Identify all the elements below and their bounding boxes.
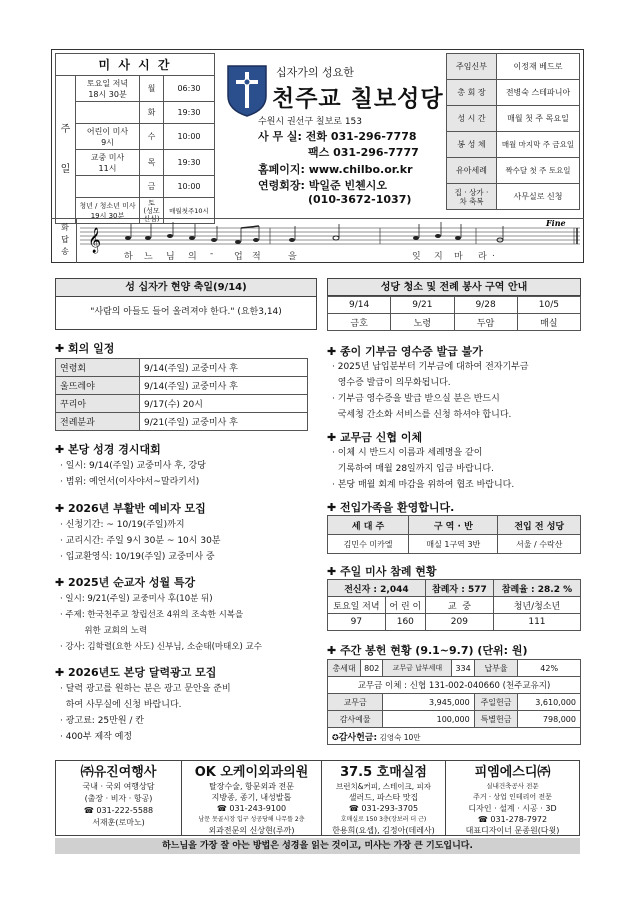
church-fax: 팩스 031-296-7777: [308, 146, 419, 159]
finance-cell: 교무금: [328, 694, 383, 711]
meeting-name: 꾸리아: [56, 395, 140, 413]
attendance-table: [327, 579, 581, 631]
text-line: · 400부 제작 예정: [60, 732, 133, 742]
ad-line: 국내 · 국외 여행상담: [82, 782, 155, 791]
mass-time: 매월첫주10시: [164, 198, 215, 224]
church-office: 사 무 실: 전화 031-296-7778: [258, 130, 417, 143]
lyric-syllable: 업: [234, 252, 243, 262]
meeting-time: 9/17(수) 20시: [140, 395, 308, 413]
ad-line: (출장 · 비자 · 항공): [84, 794, 153, 803]
ad-line: 대표디자이너 문종원(다윗): [465, 826, 560, 835]
footer-banner: 하느님을 가장 잘 아는 방법은 성경을 읽는 것이고, 미사는 가장 큰 기도입니다.: [55, 838, 580, 854]
ad-line: 남문 못골시장 입구 성공당해 나무뜰 2층: [198, 816, 305, 823]
transfer-body: [332, 445, 514, 493]
attendance-total: 전신자 : 2,044: [328, 580, 426, 597]
thanks-icon: ✪: [332, 732, 339, 742]
cleaning-date: 9/21: [391, 297, 454, 314]
church-chair-phone: (010-3672-1037): [308, 193, 412, 206]
cleaning-date: 9/14: [328, 297, 391, 314]
church-emblem-icon: [226, 62, 268, 118]
ad-travel: [56, 761, 182, 835]
pilgrimage-title: ✚ 2025년 순교자 성월 특강: [55, 576, 196, 589]
lyric-syllable: -: [210, 249, 214, 259]
ad-line: 서재훈(로마노): [92, 818, 145, 827]
church-chair: 연령회장: 박일준 빈첸시오: [258, 179, 387, 192]
cleaning-date: 10/5: [517, 297, 580, 314]
lyric-syllable: 의: [188, 252, 197, 262]
text-line: · 주제: 한국천주교 창립선조 4위의 조속한 시복을: [60, 610, 244, 620]
text-line: · 광고료: 25만원 / 칸: [60, 716, 144, 726]
text-line: · 신청기간: ~ 10/19(주일)까지: [60, 520, 185, 530]
welcome-title: ✚ 전입가족을 환영합니다.: [327, 501, 455, 514]
receipt-title: ✚ 종이 기부금 영수증 발급 불가: [327, 345, 483, 358]
mass-label: [76, 176, 140, 198]
ad-line: 주거 · 상업 인테리어 전문: [473, 793, 552, 801]
mass-time: 19:30: [164, 150, 215, 176]
receipt-body: [332, 359, 529, 423]
pilgrimage-body: [60, 591, 262, 655]
info-key: 유아세례: [447, 158, 497, 184]
lyric-syllable: 님: [166, 252, 175, 262]
ad-cafe: [322, 761, 446, 835]
ad-name: 37.5 호매실점: [340, 765, 427, 780]
attendance-header: 토요일 저녁: [328, 597, 386, 614]
meetings-title: ✚ 회의 일정: [55, 342, 115, 355]
feast-title: 성 십자가 현양 축일(9/14): [56, 279, 316, 297]
text-line: · 기부금 영수증을 발급 받으실 분은 반드시: [332, 394, 500, 404]
text-line: 영수증 발급이 의무화됩니다.: [332, 378, 451, 388]
baptism-title: ✚ 2026년 부활반 예비자 모집: [55, 502, 206, 515]
info-value: 짝수달 첫 주 토요일: [497, 158, 580, 184]
baptism-body: [60, 517, 220, 565]
lyric-syllable: 적: [252, 252, 261, 262]
ad-interior: [446, 761, 579, 835]
calendar-title: ✚ 2026년도 본당 달력광고 모집: [55, 666, 217, 679]
mass-label: 청년 / 청소년 미사 19시 30분: [76, 198, 140, 224]
ad-line: 디자인 · 설계 · 시공 · 3D: [468, 804, 557, 813]
thanks-label: 감사헌금:: [338, 732, 378, 743]
info-value: 사무실로 신청: [497, 184, 580, 210]
info-key: 주임신부: [447, 54, 497, 80]
feast-quote: "사람의 아들도 들어 올려져야 한다." (요한3,14): [90, 307, 282, 317]
lyric-syllable: 느: [144, 252, 153, 262]
church-address: 수원시 권선구 칠보로 153: [258, 117, 363, 127]
cleaning-area: 두암: [454, 314, 517, 331]
ad-clinic: [182, 761, 322, 835]
info-key: 성 시 간: [447, 106, 497, 132]
ad-line: 한용희(요셉), 김정아(데레사): [332, 826, 435, 835]
church-name: 천주교 칠보성당: [272, 86, 444, 112]
finance-cell: 교무금 납부세대: [383, 660, 452, 677]
mass-side-label: 주 일: [56, 76, 76, 224]
info-key: 봉 성 체: [447, 132, 497, 158]
transfer-title: ✚ 교무금 신협 이체: [327, 431, 423, 444]
finance-cell: 334: [452, 660, 474, 677]
mass-time: 19:30: [164, 102, 215, 124]
info-key: 총 회 장: [447, 80, 497, 106]
ad-line: ☎ 031-278-7972: [477, 815, 548, 824]
meeting-name: 연령회: [56, 359, 140, 377]
mass-day: 토 (성모신심): [140, 198, 164, 224]
mass-day: 금: [140, 176, 164, 198]
info-value: 매월 첫 주 목요일: [497, 106, 580, 132]
meeting-name: 전례분과: [56, 413, 140, 431]
cleaning-area: 매실: [517, 314, 580, 331]
lyric-syllable: 라: [478, 252, 487, 262]
attendance-title: ✚ 주일 미사 참례 현황: [327, 565, 437, 578]
calendar-body: [60, 681, 231, 745]
mass-label: 교중 미사 11시: [76, 150, 140, 176]
hymn-divider: [51, 218, 584, 219]
finance-cell: 802: [361, 660, 383, 677]
attendance-header: 어 린 이: [385, 597, 425, 614]
mass-time: 10:00: [164, 176, 215, 198]
mass-day: 목: [140, 150, 164, 176]
finance-cell: 감사예물: [328, 711, 383, 728]
meetings-table: [55, 358, 308, 431]
ad-name: 피엠에스디㈜: [474, 765, 551, 780]
finance-thanks: [328, 728, 581, 745]
svg-text:𝄞: 𝄞: [88, 228, 102, 253]
cleaning-box: [327, 278, 581, 331]
text-line: · 교리시간: 주일 9시 30분 ~ 10시 30분: [60, 536, 221, 546]
ad-name: ㈜유진여행사: [80, 765, 157, 780]
cleaning-title: 성당 청소 및 전례 봉사 구역 안내: [327, 278, 581, 296]
ad-line: 지방종, 종기, 내성발톱: [211, 793, 292, 802]
attendance-value: 160: [385, 614, 425, 631]
welcome-cell: 매실 1구역 3반: [409, 535, 498, 554]
bible-contest-body: [60, 458, 206, 490]
ad-line: 샐러드, 파스타 맛집: [348, 793, 419, 802]
church-homepage[interactable]: 홈페이지: www.chilbo.or.kr: [258, 163, 413, 176]
mass-time: 10:00: [164, 124, 215, 150]
hymn-lyrics: [80, 249, 580, 261]
church-subtitle: 십자가의 성요한: [276, 66, 354, 79]
lyric-syllable: 을: [288, 252, 297, 262]
finance-cell: 42%: [518, 660, 581, 677]
ad-line: 브런치&커피, 스테이크, 피자: [335, 782, 432, 791]
info-value: 이정재 베드로: [497, 54, 580, 80]
lyric-syllable: 지: [434, 252, 443, 262]
text-line: · 2025년 납입분부터 기부금에 대하여 전자기부금: [332, 362, 529, 372]
ad-line: 실내건축공사 전문: [486, 782, 539, 790]
welcome-table: [327, 515, 581, 554]
text-line: · 입교환영식: 10/19(주일) 교중미사 중: [60, 552, 215, 562]
attendance-rate: 참례율 : 28.2 %: [493, 580, 580, 597]
attendance-value: 97: [328, 614, 386, 631]
ad-line: 탈장수술, 항문외과 전문: [209, 782, 294, 791]
meeting-time: 9/21(주일) 교중미사 후: [140, 413, 308, 431]
welcome-header: 구 역 · 반: [409, 516, 498, 535]
attendance-header: 청년/청소년: [493, 597, 580, 614]
meeting-name: 울뜨레야: [56, 377, 140, 395]
info-key: 집 · 상가 · 차 축복: [447, 184, 497, 210]
mass-label: 토요일 저녁 18시 30분: [76, 76, 140, 102]
finance-cell: 주일헌금: [474, 694, 518, 711]
text-line: · 이체 시 반드시 이름과 세례명을 같이: [332, 448, 483, 458]
mass-day: 수: [140, 124, 164, 150]
bible-contest-title: ✚ 본당 성경 경시대회: [55, 443, 161, 456]
finance-cell: 납부율: [474, 660, 518, 677]
mass-time: 06:30: [164, 76, 215, 102]
cleaning-area: 금호: [328, 314, 391, 331]
info-table: [446, 53, 580, 210]
cleaning-date: 9/28: [454, 297, 517, 314]
finance-title: ✚ 주간 봉헌 현황 (9.1~9.7) (단위: 원): [327, 644, 528, 657]
text-line: 기록하여 매월 28일까지 입금 바랍니다.: [332, 464, 494, 474]
thanks-value: 김영숙 10만: [379, 732, 421, 742]
mass-label: 어린이 미사 9시: [76, 124, 140, 150]
welcome-header: 전입 전 성당: [498, 516, 581, 535]
ad-line: 호매실로 150 3층(장보러 더 근): [340, 816, 427, 823]
finance-cell: 특별헌금: [474, 711, 518, 728]
welcome-cell: 김민수 미카엘: [328, 535, 409, 554]
hymn-label: 화 답 송: [61, 223, 69, 256]
hymn-fine: Fine: [546, 220, 566, 228]
info-value: 매월 마지막 주 금요일: [497, 132, 580, 158]
attendance-header: 교 중: [425, 597, 493, 614]
info-value: 전병숙 스테파니아: [497, 80, 580, 106]
text-line: · 범위: 예언서(이사야서~말라키서): [60, 477, 200, 487]
mass-title: 미 사 시 간: [56, 54, 215, 76]
text-line: · 일시: 9/21(주일) 교중미사 후(10분 뒤): [60, 594, 213, 604]
finance-cell: 3,945,000: [383, 694, 474, 711]
text-line: · 본당 매월 회계 마감을 위하여 협조 바랍니다.: [332, 480, 515, 490]
lyric-syllable: 잊: [412, 252, 421, 262]
ads-row: [55, 760, 580, 836]
text-line: · 일시: 9/14(주일) 교중미사 후, 강당: [60, 461, 206, 471]
lyric-syllable: 하: [124, 252, 133, 262]
hymn-label-divider: [76, 218, 77, 263]
attendance-count: 참례자 : 577: [425, 580, 493, 597]
text-line: 위한 교회의 노력: [60, 626, 148, 636]
finance-cell: 총세대: [328, 660, 361, 677]
mass-day: 월: [140, 76, 164, 102]
finance-cell: 798,000: [518, 711, 581, 728]
welcome-cell: 서울 / 수락산: [498, 535, 581, 554]
ad-line: ☎ 031-243-9100: [216, 804, 287, 813]
mass-day: 화: [140, 102, 164, 124]
finance-cell: 3,610,000: [518, 694, 581, 711]
mass-label: [76, 102, 140, 124]
text-line: · 달력 광고를 원하는 분은 광고 문안을 준비: [60, 684, 231, 694]
ad-line: 외과전문의 신상현(루까): [208, 826, 295, 835]
mass-schedule-table: [55, 53, 215, 224]
ad-line: ☎ 031-293-3705: [348, 804, 419, 813]
finance-cell: 100,000: [383, 711, 474, 728]
cleaning-area: 노령: [391, 314, 454, 331]
meeting-time: 9/14(주일) 교중미사 후: [140, 359, 308, 377]
attendance-value: 209: [425, 614, 493, 631]
finance-account: 교무금 이체 : 신협 131-002-040660 (천주교유지): [328, 677, 581, 694]
lyric-syllable: 마: [454, 252, 463, 262]
ad-name: OK 오케이외과의원: [194, 765, 309, 780]
finance-table: [327, 659, 581, 745]
cleaning-table: [327, 296, 581, 331]
text-line: 하여 사무실에 신청 바랍니다.: [60, 700, 182, 710]
welcome-header: 세 대 주: [328, 516, 409, 535]
attendance-value: 111: [493, 614, 580, 631]
text-line: 국세청 간소화 서비스를 신청 하셔야 합니다.: [332, 410, 512, 420]
feast-box: [55, 278, 317, 330]
text-line: · 강사: 김학렬(요한 사도) 신부님, 소순태(마태오) 교수: [60, 642, 262, 652]
lyric-syllable: .: [492, 249, 495, 259]
ad-line: ☎ 031-222-5588: [83, 806, 154, 815]
meeting-time: 9/14(주일) 교중미사 후: [140, 377, 308, 395]
